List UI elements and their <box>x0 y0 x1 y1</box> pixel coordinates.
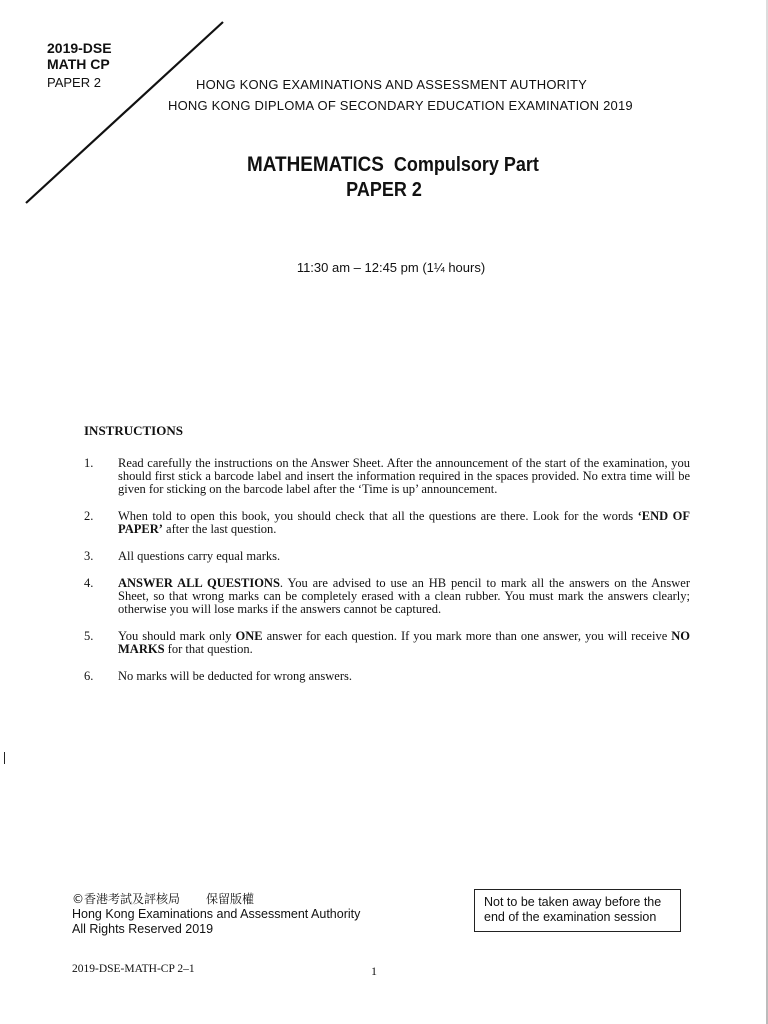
instruction-text: . You are advised to use an HB pencil to mark all the answers on the Answer Sheet, so that wrong marks can be completely erased with a clean rubber. You must mark the answers clearly; otherwise you will lose marks if the answers cannot be captured. <box>118 576 690 616</box>
copyright-chinese-line <box>72 892 360 907</box>
copyright-en-rights: All Rights Reserved 2019 <box>72 922 214 936</box>
copyright-zh-authority: ©香港考試及評核局 <box>72 892 181 906</box>
copyright-en-authority: Hong Kong Examinations and Assessment Authority <box>72 907 361 921</box>
paper-title <box>38 152 729 203</box>
instruction-text: You should mark only <box>118 629 236 643</box>
instruction-number: 1. <box>84 456 94 470</box>
instruction-bold-text: ‘END OF PAPER’ <box>118 509 690 536</box>
instruction-text: after the last question. <box>162 522 277 536</box>
instruction-item <box>84 550 690 563</box>
corner-paper: PAPER 2 <box>47 75 101 90</box>
subject-title: MATHEMATICS <box>247 153 384 176</box>
instruction-number: 5. <box>84 629 94 643</box>
instruction-item <box>84 630 690 656</box>
notice-box: Not to be taken away before the end of the examination session <box>474 889 681 932</box>
instruction-text: for that question. <box>164 642 253 656</box>
instruction-text: When told to open this book, you should check that all the questions are there. Look for the words <box>118 509 638 523</box>
instruction-bold-text: NO MARKS <box>118 629 690 656</box>
authority-name: HONG KONG EXAMINATIONS AND ASSESSMENT AUTHORITY <box>196 77 588 92</box>
instructions-heading: INSTRUCTIONS <box>84 423 183 438</box>
scan-margin-mark <box>4 752 5 764</box>
footer-paper-code: 2019-DSE-MATH-CP 2–1 <box>72 963 195 975</box>
instruction-number: 4. <box>84 576 94 590</box>
instructions-section <box>84 424 690 697</box>
instruction-text: No marks will be deducted for wrong answers. <box>118 669 352 683</box>
corner-exam-year: 2019-DSE <box>47 40 112 56</box>
page-number: 1 <box>371 964 377 978</box>
instruction-item <box>84 670 690 683</box>
exam-time: 11:30 am – 12:45 pm (1¼ hours) <box>296 260 486 275</box>
corner-subject: MATH CP <box>47 56 110 72</box>
instruction-text: All questions carry equal marks. <box>118 549 281 563</box>
corner-paper-tag <box>47 40 112 91</box>
part-title: Compulsory Part <box>393 154 539 176</box>
exam-name: HONG KONG DIPLOMA OF SECONDARY EDUCATION EXAMINATION 2019 <box>168 98 633 113</box>
instruction-item <box>84 457 690 496</box>
copyright-block <box>72 892 360 937</box>
instruction-number: 6. <box>84 669 94 683</box>
paper-number: PAPER 2 <box>346 179 422 201</box>
instruction-text: Read carefully the instructions on the Answer Sheet. After the announcement of the start of the examination, you should first stick a barcode label and insert the information required in the spaces provided. No extra time will be given for sticking on the barcode label after the ‘Time is up’ announcement. <box>118 456 690 496</box>
instruction-number: 2. <box>84 509 94 523</box>
instruction-bold-text: ANSWER ALL QUESTIONS <box>118 576 280 590</box>
instruction-bold-text: ONE <box>235 629 263 643</box>
instruction-item <box>84 510 690 536</box>
copyright-zh-rights: 保留版權 <box>206 892 255 906</box>
instruction-item <box>84 577 690 616</box>
instruction-text: answer for each question. If you mark more than one answer, you will receive <box>262 629 672 643</box>
instruction-number: 3. <box>84 549 94 563</box>
